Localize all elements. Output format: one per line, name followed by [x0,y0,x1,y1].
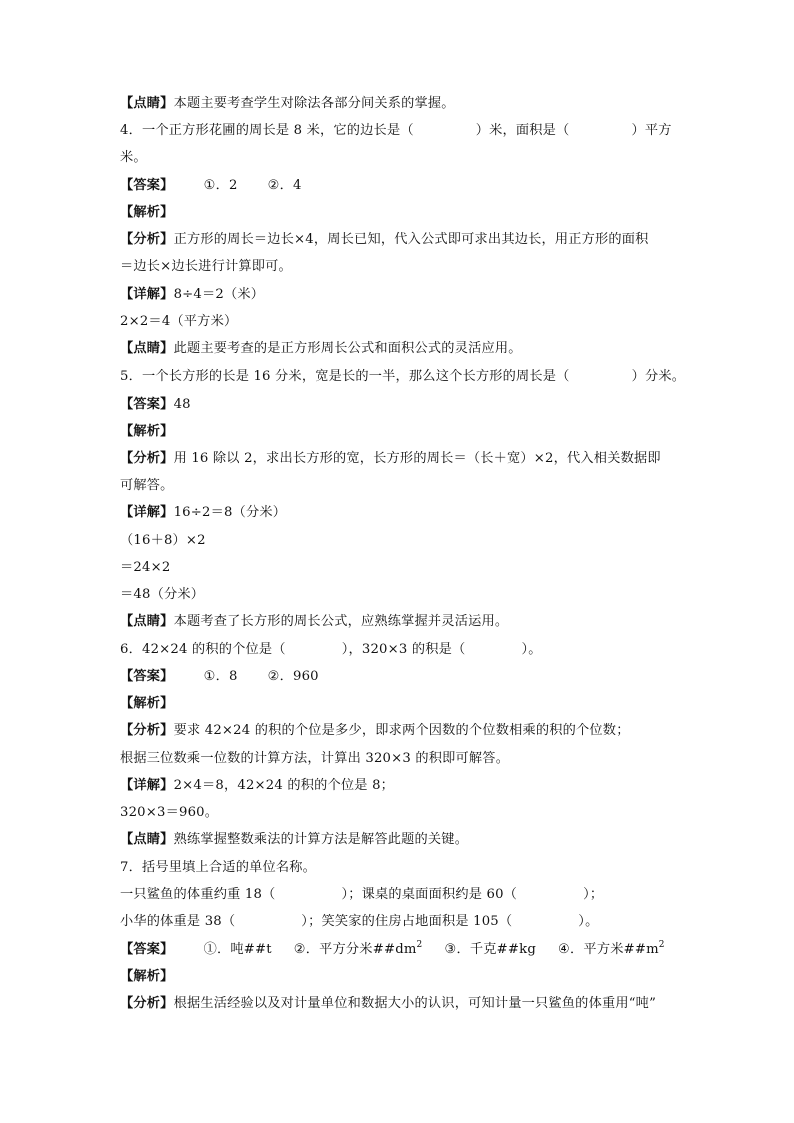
q4-text: 4．一个正方形花圃的周长是 8 米，它的边长是（ [120,123,414,138]
analysis-7-header: 【解析】 [120,969,174,984]
answer-item: ②．4 [267,178,302,193]
analysis-text: 要求 42×24 的积的个位是多少，即求两个因数的个位数相乘的积的个位数； [173,723,630,738]
q6-text: ），320×3 的积是（ [341,642,466,657]
key-point-text: 熟练掌握整数乘法的计算方法是解答此题的关键。 [173,832,469,847]
answer-item: ①．2 [203,178,238,193]
analysis-tag: 【分析】 [120,451,174,466]
q7-text: 一只鲨鱼的体重约重 18（ [120,887,276,902]
q5-text: ）分米。 [631,369,686,384]
key-point-text: 此题主要考查的是正方形周长公式和面积公式的灵活应用。 [173,341,522,356]
detail-4 [120,285,264,305]
answer-tag: 【答案】 [120,942,174,957]
analysis-4-header: 【解析】 [120,205,174,220]
q7-text: ）；课桌的桌面面积约是 60（ [341,887,518,902]
detail-5-line2: （16＋8）×2 [120,533,206,548]
analysis-5-header: 【解析】 [120,424,174,439]
question-4 [120,121,672,141]
answer-item: ③．千克##kg [444,942,537,957]
answer-item: ①．8 [203,669,238,684]
analysis-4-cont: ＝边长×边长进行计算即可。 [120,259,292,274]
analysis-text: 用 16 除以 2，求出长方形的宽，长方形的周长＝（长＋宽）×2，代入相关数据即 [173,451,661,466]
question-5 [120,367,685,387]
key-point-text: 本题考查了长方形的周长公式，应熟练掌握并灵活运用。 [173,614,509,629]
analysis-6-cont: 根据三位数乘一位数的计算方法，计算出 320×3 的积即可解答。 [120,751,510,766]
key-point-tag: 【点睛】 [120,832,174,847]
analysis-6-header: 【解析】 [120,696,174,711]
analysis-tag: 【分析】 [120,723,174,738]
answer-tag: 【答案】 [120,669,174,684]
q5-text: 5．一个长方形的长是 16 分米，宽是长的一半，那么这个长方形的周长是（ [120,369,570,384]
detail-5 [120,503,286,523]
q7-text: 小华的体重是 38（ [120,914,236,929]
detail-tag: 【详解】 [120,778,174,793]
analysis-7 [120,994,656,1014]
answer-item: 48 [173,397,191,412]
detail-5-line4: ＝48（分米） [120,587,205,602]
superscript: 2 [416,940,423,950]
answer-item: ②．平方分米##dm [293,942,417,957]
q4-text: ）米，面积是（ [475,123,570,138]
q6-text: 6．42×24 的积的个位是（ [120,642,286,657]
detail-text: 16÷2＝8（分米） [173,505,287,520]
q6-text: ）。 [521,642,542,657]
analysis-text: 正方形的周长＝边长×4，周长已知，代入公式即可求出其边长，用正方形的面积 [173,232,649,247]
answer-7 [120,940,665,960]
detail-4-line2: 2×2＝4（平方米） [120,314,238,329]
question-4-cont [120,148,147,168]
superscript: 2 [658,940,665,950]
analysis-6 [120,721,630,741]
analysis-text: 根据生活经验以及对计量单位和数据大小的认识，可知计量一只鲨鱼的体重用“吨” [173,996,657,1011]
key-point-text: 本题主要考查学生对除法各部分间关系的掌握。 [173,96,455,111]
detail-6 [120,776,394,796]
detail-tag: 【详解】 [120,287,174,302]
answer-tag: 【答案】 [120,397,174,412]
question-6 [120,640,542,660]
detail-text: 2×4＝8，42×24 的积的个位是 8； [173,778,395,793]
q7-text: ）； [583,887,604,902]
answer-tag: 【答案】 [120,178,174,193]
analysis-4 [120,230,649,250]
answer-item: ②．960 [267,669,319,684]
q4-text: ）平方 [631,123,672,138]
analysis-5-cont: 可解答。 [120,478,174,493]
detail-5-line3: ＝24×2 [120,560,171,575]
answer-5 [120,395,191,415]
q7-text: ）；笑笑家的住房占地面积是 105（ [301,914,513,929]
question-7-line1 [120,885,603,905]
answer-6 [120,667,319,687]
detail-tag: 【详解】 [120,505,174,520]
analysis-tag: 【分析】 [120,232,174,247]
detail-text: 8÷4＝2（米） [173,287,265,302]
answer-4 [120,176,302,196]
key-point-4 [120,339,522,359]
answer-item: ①．吨##t [203,942,272,957]
question-7: 7．括号里填上合适的单位名称。 [120,860,317,875]
q4-text: 米。 [120,150,147,165]
analysis-tag: 【分析】 [120,996,174,1011]
q3-key-point [120,94,455,114]
key-point-5 [120,612,508,632]
key-point-tag: 【点睛】 [120,341,174,356]
answer-item: ④．平方米##m [558,942,659,957]
analysis-5 [120,449,661,469]
key-point-6 [120,830,468,850]
question-7-line2 [120,912,598,932]
q7-text: ）。 [578,914,599,929]
key-point-tag: 【点睛】 [120,96,174,111]
key-point-tag: 【点睛】 [120,614,174,629]
detail-6-line2: 320×3＝960。 [120,805,219,820]
